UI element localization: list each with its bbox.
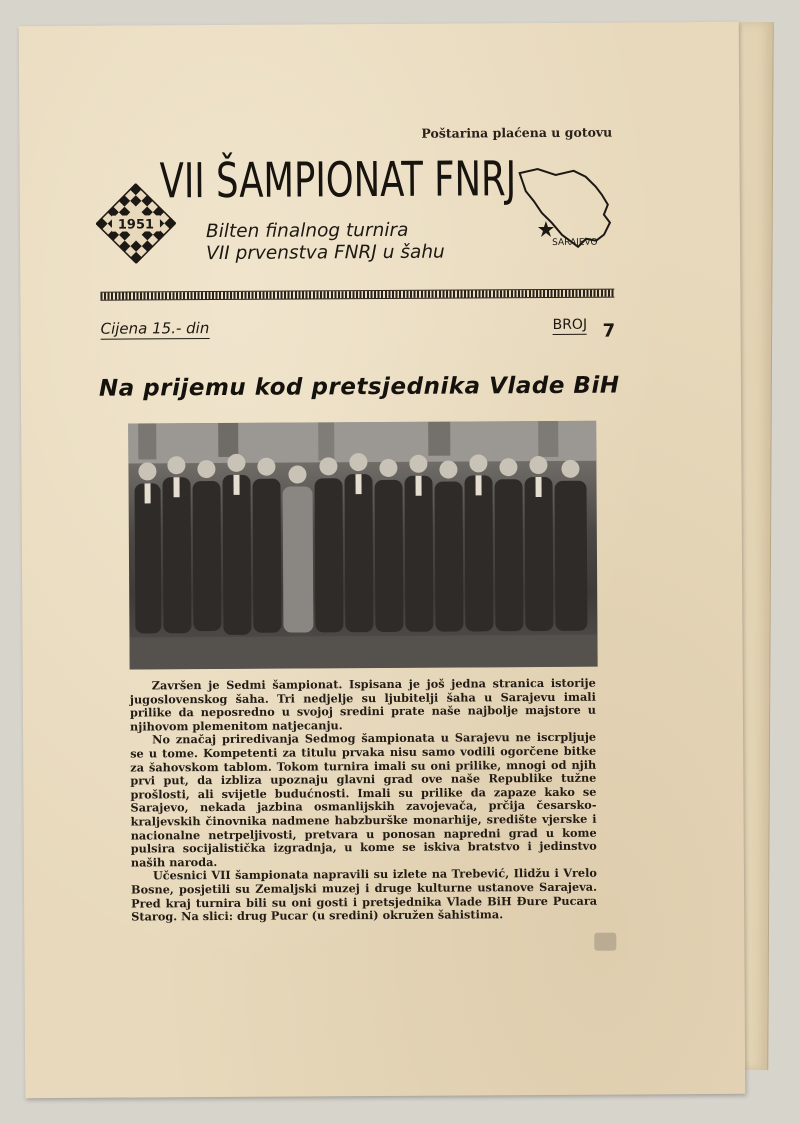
group-photo (128, 421, 597, 670)
article-paragraph-1: Završen je Sedmi šampionat. Ispisana je još jedna stranica istorije jugoslovenskog šaha. Tri nedjelje su ljubitelji šaha u Sarajevu imali prilike da neposredno u svojoj sredini prate naše najbolje majstore u njihovom plemenitom natjecanju. (129, 675, 596, 734)
article-paragraph-3: Učesnici VII šampionata napravili su izlete na Trebević, Ilidžu i Vrelo Bosne, posjetili su Zemaljski muzej i druge kulturne ustanove Sarajeva. Pred kraj turnira bili su oni gosti i pretsjednika Vlade BiH Đure Pucara Starog. Na slici: drug Pucar (u sredini) okružen šahistima. (130, 866, 598, 924)
postage-note: Poštarina plaćena u gotovu (421, 124, 613, 141)
bulletin-page (19, 22, 746, 1098)
article-body (130, 677, 597, 925)
masthead-subtitle (206, 220, 445, 265)
logo-year: 1951 (117, 217, 155, 233)
price-label: Cijena 15.- din (100, 319, 210, 338)
subtitle-line-2: VII prvenstva FNRJ u šahu (206, 241, 445, 265)
map-label: SARAJEVO (552, 237, 598, 248)
article-paragraph-2: No značaj priredivanja Sedmog šampionata u Sarajevu ne iscrpljuje se u tome. Kompetenti za titulu prvaka nisu samo vodili ogorčene bitke za šahovskom tablom. Tokom turnira imali su oni prilike, mnogi od njih prvi put, da izbliza upoznaju glavni grad ove naše Republike tužne prošlosti, ali svijetle budućnosti. Imali su prilike da zapaze kako se Sarajevo, nekada jazbina osmanlijskih zavojevača, prčija česarsko-kraljevskih činovnika nadmene habzburške monarhije, središte vjerske i nacionalne netrpeljivosti, pretvara u ponosan napredni grad u kome pulsira socijalistička izgradnja, u kome se iskiva bratstvo i jedinstvo naših naroda. (130, 730, 597, 870)
masthead-title: VII ŠAMPIONAT FNRJ (159, 151, 517, 210)
paper-stain (594, 933, 616, 951)
decorative-rule (100, 289, 614, 301)
bosnia-map-icon (516, 161, 617, 262)
issue-number: 7 (602, 320, 616, 342)
subtitle-line-1: Bilten finalnog turnira (205, 219, 409, 243)
article-headline: Na prijemu kod pretsjednika Vlade BiH (98, 372, 620, 402)
issue-label: BROJ (552, 316, 588, 333)
